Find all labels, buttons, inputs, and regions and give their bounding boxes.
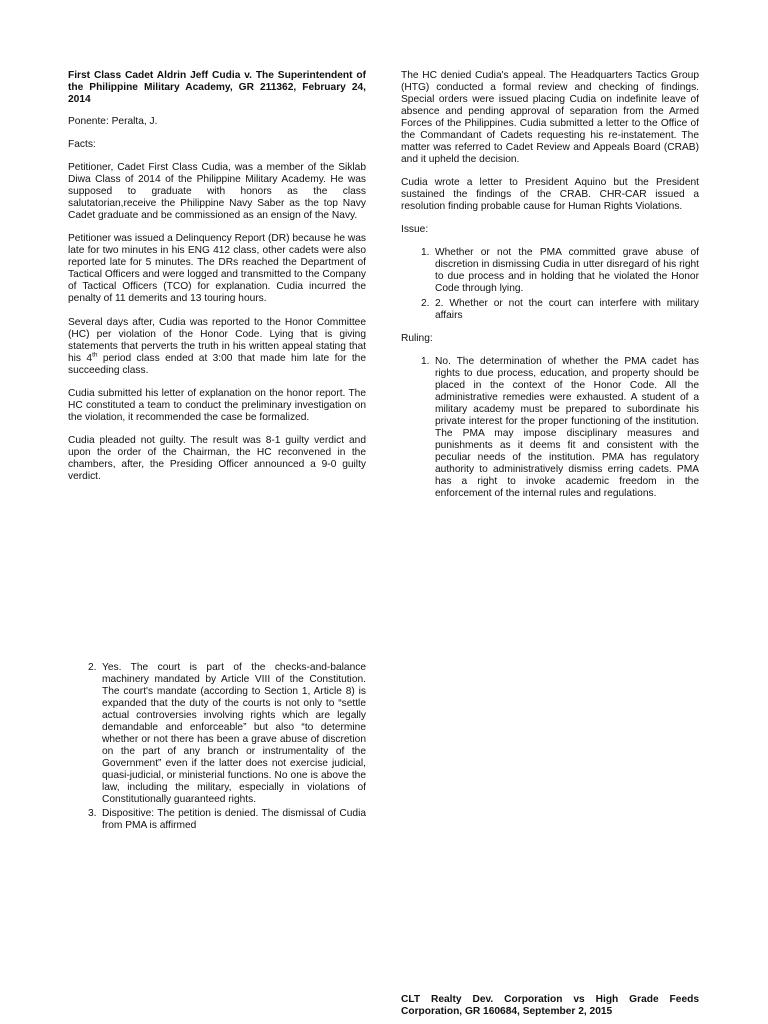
- list-item: [401, 247, 699, 295]
- facts-paragraph-3-start: Several days after, Cudia was reported to the Honor Committee (HC) per violation of the Honor Code. Lying that is giving statements that perverts the truth in his written appeal stating that his 4: [68, 316, 366, 364]
- list-item: [68, 808, 366, 832]
- ruling-heading: Ruling:: [401, 332, 433, 344]
- ruling-list: [401, 356, 699, 500]
- ruling-text: No. The determination of whether the PMA cadet has rights to due process, education, and property should be placed in the context of the Honor Code. All the administrative remedies were exhausted. A student of a military academy must be prepared to subordinate his private interest for the proper functioning of the institution. The PMA may impose disciplinary measures and punishments as it deems fit and consistent with the peculiar needs of the institution. PMA has regulatory authority to administratively dismiss erring cadets. PMA has a right to invoke academic freedom in the enforcement of the internal rules and regulations.: [435, 355, 699, 499]
- facts-paragraph-3: [68, 317, 366, 377]
- ruling-text: Yes. The court is part of the checks-and-balance machinery mandated by Article VIII of the Constitution. The court's mandate (according to Section 1, Article 8) is expanded that the duty of the courts is not only to “settle actual controversies involving rights which are legally demandable and enforceable” but also “to determine whether or not there has been a grave abuse of discretion on the part of any branch or instrumentality of the Government” even if the latter does not exercise judicial, quasi-judicial, or ministerial functions. No one is above the law, including the military, especially in violations of Constitutionally guaranteed rights.: [102, 662, 366, 806]
- list-item: [68, 662, 366, 806]
- list-number: 2.: [88, 662, 97, 673]
- issue-list: [401, 247, 699, 321]
- issue-text: Whether or not the PMA committed grave abuse of discretion in dismissing Cudia in utter disregard of his right to due process and in holding that he violated the Honor Code through lying.: [435, 247, 699, 295]
- left-column: [68, 70, 366, 494]
- facts-paragraph-2: Petitioner was issued a Delinquency Report (DR) because he was late for two minutes in his ENG 412 class, other cadets were also reported late for 5 minutes. The DRs reached the Department of Tactical Officers and were logged and transmitted to the Company of Tactical Officers (TCO) for explanation. Cudia incurred the penalty of 11 demerits and 13 touring hours.: [68, 233, 366, 305]
- facts-paragraph-3-end: period class ended at 3:00 that made him late for the succeeding class.: [68, 352, 366, 376]
- facts-paragraph-7: Cudia wrote a letter to President Aquino but the President sustained the findings of the CRAB. CHR-CAR issued a resolution finding probable cause for Human Rights Violations.: [401, 177, 699, 213]
- list-number: 1.: [421, 355, 430, 367]
- facts-paragraph-6: The HC denied Cudia's appeal. The Headquarters Tactics Group (HTG) conducted a formal review and checking of findings. Special orders were issued placing Cudia on indefinite leave of absence and pending approval of separation from the Armed Forces of the Philippines. Cudia submitted a letter to the Office of the Commandant of Cadets requesting his re-instatement. The matter was referred to Cadet Review and Appeals Board (CRAB) and it upheld the decision.: [401, 70, 699, 166]
- issue-heading: Issue:: [401, 224, 429, 236]
- facts-paragraph-4: Cudia submitted his letter of explanation on the honor report. The HC constituted a team to conduct the preliminary investigation on the violation, it recommended the case be formalized.: [68, 387, 366, 423]
- facts-paragraph-1: Petitioner, Cadet First Class Cudia, was a member of the Siklab Diwa Class of 2014 of the Philippine Military Academy. He was supposed to graduate with honors as the class salutatorian,receive the Philippine Navy Saber as the top Navy Cadet graduate and be commissioned as an ensign of the Navy.: [68, 162, 366, 222]
- facts-heading: Facts:: [68, 139, 96, 151]
- ponente: Ponente: Peralta, J.: [68, 116, 158, 128]
- list-number: 3.: [88, 808, 97, 820]
- list-number: 2.: [421, 297, 430, 309]
- list-item: [401, 298, 699, 322]
- list-item: [401, 356, 699, 500]
- right-column: [401, 70, 699, 502]
- next-case-title: CLT Realty Dev. Corporation vs High Grade Feeds Corporation, GR 160684, September 2, 2015: [401, 994, 699, 1018]
- issue-text: 2. Whether or not the court can interfere with military affairs: [435, 297, 699, 321]
- ruling-text: Dispositive: The petition is denied. The dismissal of Cudia from PMA is affirmed: [102, 808, 366, 832]
- ruling-list-continued: [68, 662, 366, 832]
- case-title: First Class Cadet Aldrin Jeff Cudia v. The Superintendent of the Philippine Military Academy, GR 211362, February 24, 2014: [68, 70, 366, 106]
- ruling-continuation: [68, 662, 366, 834]
- list-number: 1.: [421, 247, 430, 259]
- facts-paragraph-5: Cudia pleaded not guilty. The result was 8-1 guilty verdict and upon the order of the Chairman, the HC reconvened in the chambers, after, the Presiding Officer announced a 9-0 guilty verdict.: [68, 434, 366, 482]
- ordinal-suffix: th: [92, 351, 98, 359]
